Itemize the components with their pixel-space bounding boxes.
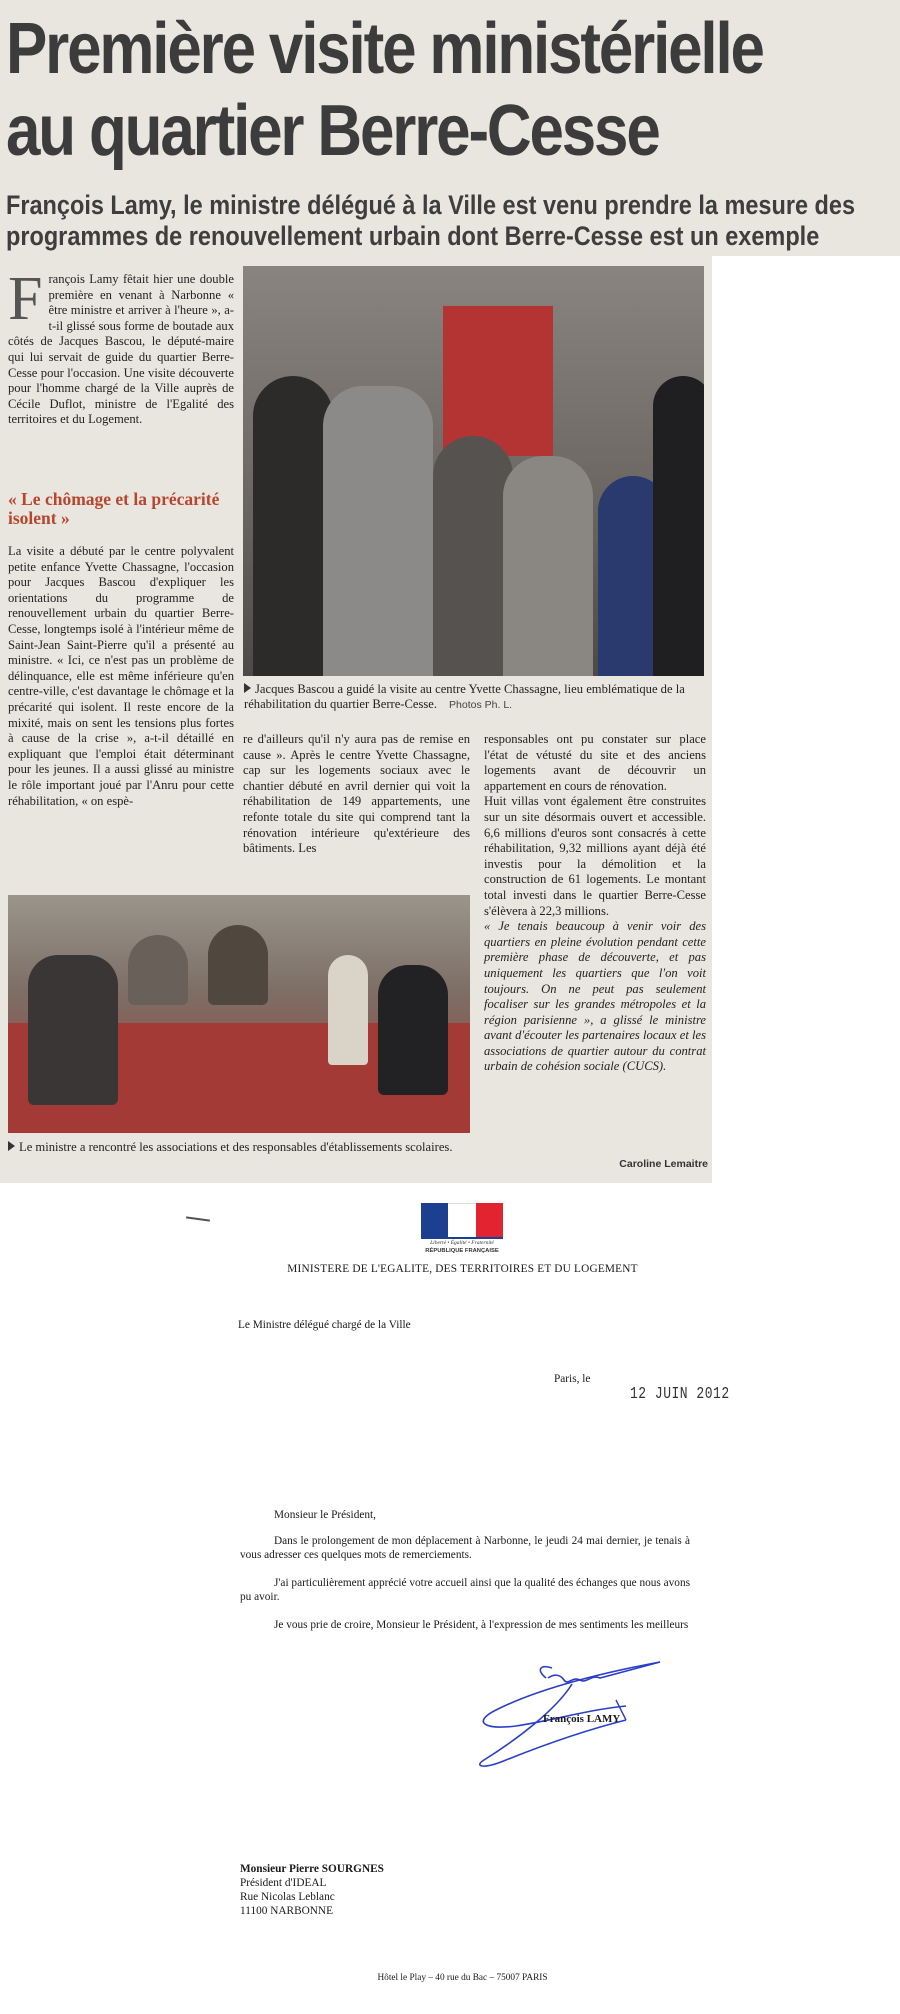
- letter-paragraph-2: [240, 1576, 690, 1604]
- letter-paragraph-1: [240, 1534, 690, 1562]
- letter-paragraph-3-text: Je vous prie de croire, Monsieur le Président, à l'expression de mes sentiments les meilleurs: [274, 1619, 689, 1631]
- recipient-title: Président d'IDEAL: [240, 1877, 327, 1889]
- flag-white: [448, 1203, 476, 1239]
- letter-footer: Hôtel le Play – 40 rue du Bac – 75007 PARIS: [377, 1973, 548, 1983]
- recipient-address: [240, 1862, 540, 1918]
- subhead-line-1: François Lamy, le ministre délégué à la Ville est venu prendre la mesure des: [6, 190, 856, 220]
- logo-motto: Liberté • Égalité • Fraternité: [430, 1240, 494, 1246]
- article-lead-column: [8, 265, 234, 428]
- logo-republic: RÉPUBLIQUE FRANÇAISE: [425, 1248, 499, 1254]
- recipient-name: Monsieur Pierre SOURGNES: [240, 1863, 384, 1875]
- letter-place: Paris, le: [554, 1373, 591, 1385]
- photo-caption-1: [244, 682, 706, 713]
- pen-mark: [186, 1216, 210, 1221]
- article-headline: [6, 8, 780, 172]
- ministry-name: MINISTERE DE L'EGALITE, DES TERRITOIRES ET DU LOGEMENT: [287, 1263, 638, 1275]
- column-3-text-1: responsables ont pu constater sur place l'état de vétusté du site et des anciens logements avant de découvrir un appartement en cours de rénovation.: [484, 732, 706, 793]
- letter-salutation: Monsieur le Président,: [274, 1509, 376, 1521]
- photo-credit: Photos Ph. L.: [449, 699, 513, 711]
- caption-1-text: Jacques Bascou a guidé la visite au centre Yvette Chassagne, lieu emblématique de la réhabilitation du quartier Berre-Cesse.: [244, 682, 685, 711]
- letter-paragraph-3: [240, 1618, 690, 1632]
- photo-figure: [653, 376, 704, 676]
- logo-rule: [421, 1237, 503, 1239]
- column-1-text: La visite a débuté par le centre polyvalent petite enfance Yvette Chassagne, l'occasion pour Jacques Bascou d'expliquer les orientations du programme de renouvellement urbain du quartier Berre-Cesse, longtemps isolé à l'intérieur même de Saint-Jean Saint-Pierre qu'il a présenté au ministre. « Ici, ce n'est pas un problème de délinquance, elle est même inférieure qu'en centre-ville, c'est davantage le chômage et la précarité qui isolent. Il reste encore de la mixité, mais on sent les tensions plus fortes à cause de la crise », a-t-il détaillé en expliquant que l'emploi était déterminant pour les jeunes. Il a aussi glissé au ministre le rôle important joué par l'Anru pour cette réhabilitation, « on espè-: [8, 544, 234, 808]
- date-stamp: 12 JUIN 2012: [630, 1384, 730, 1403]
- article-lead: rançois Lamy fêtait hier une double première en venant à Narbonne « être ministre et arriver à l'heure », a-t-il glissé sous forme de boutade aux côtés de Jacques Bascou, le député-maire qui lui servait de guide du quartier Berre-Cesse pour l'occasion. Une visite découverte pour l'homme chargé de la Ville auprès de Cécile Duflot, ministre de l'Egalité des territoires et du Logement.: [8, 272, 234, 427]
- photo-figure: [328, 955, 368, 1065]
- caption-triangle-icon: [8, 1141, 15, 1151]
- caption-triangle-icon: [244, 683, 251, 693]
- photo-figure: [503, 456, 593, 676]
- article-byline: Caroline Lemaitre: [619, 1158, 708, 1170]
- article-column-3: [484, 732, 706, 1075]
- photo-figure: [128, 935, 188, 1005]
- photo-meeting: [8, 895, 470, 1133]
- recipient-street: Rue Nicolas Leblanc: [240, 1891, 335, 1903]
- headline-line-2: au quartier Berre-Cesse: [6, 91, 659, 171]
- letter-paragraph-1-text: Dans le prolongement de mon déplacement à Narbonne, le jeudi 24 mai dernier, je tenais à vous adresser ces quelques mots de remerciements.: [240, 1535, 690, 1561]
- subhead-line-2: programmes de renouvellement urbain dont Berre-Cesse est un exemple: [6, 221, 820, 251]
- drop-cap: F: [8, 265, 43, 333]
- photo-figure: [323, 386, 433, 676]
- minister-title: Le Ministre délégué chargé de la Ville: [238, 1319, 411, 1331]
- photo-visit-group: [243, 266, 704, 676]
- article-subhead: [6, 190, 856, 252]
- photo-caption-2: [8, 1140, 470, 1155]
- section-heading: « Le chômage et la précarité isolent »: [8, 489, 220, 528]
- signer-name: François LAMY: [543, 1713, 621, 1725]
- article-column-2: [243, 732, 470, 857]
- photo-figure: [433, 436, 513, 676]
- flag-blue: [421, 1203, 448, 1237]
- photo-figure: [208, 925, 268, 1005]
- photo-figure: [253, 376, 333, 676]
- recipient-city: 11100 NARBONNE: [240, 1905, 333, 1917]
- photo-red-wall: [443, 306, 553, 456]
- article-column-1: [8, 544, 234, 809]
- letter-paragraph-2-text: J'ai particulièrement apprécié votre accueil ainsi que la qualité des échanges que nous avons pu avoir.: [240, 1577, 690, 1603]
- column-3-text-3: « Je tenais beaucoup à venir voir des quartiers en pleine évolution pendant cette première phase de découverte, et pas uniquement les quartiers que l'on voit toujours. On ne peut pas seulement focaliser sur les grandes métropoles et la région parisienne », a glissé le ministre avant d'écouter les partenaires locaux et les associations de quartier autour du contrat urbain de cohésion sociale (CUCS).: [484, 919, 706, 1074]
- photo-figure: [28, 955, 118, 1105]
- flag-red: [476, 1203, 503, 1237]
- photo-figure: [378, 965, 448, 1095]
- column-3-text-2: Huit villas vont également être construites sur un site désormais ouvert et accessible. 6,6 millions d'euros sont consacrés à cette réhabilitation, 9,32 millions ayant déjà été investis pour la démolition et la construction de 61 logements. Le montant total investi dans le quartier Berre-Cesse s'élèvera à 22,3 millions.: [484, 794, 706, 918]
- headline-line-1: Première visite ministérielle: [6, 9, 763, 89]
- marianne-logo: [421, 1203, 503, 1255]
- clipping-blank-area: [712, 256, 900, 1183]
- caption-2-text: Le ministre a rencontré les associations et des responsables d'établissements scolaires.: [19, 1140, 453, 1154]
- column-2-text: re d'ailleurs qu'il n'y aura pas de remise en cause ». Après le centre Yvette Chassagne, cap sur les logements sociaux avec le chantier débuté en avril dernier qui voit la réhabilitation de 149 appartements, une refonte totale du site qui comprend tant la rénovation intérieure qu'extérieure des bâtiments. Les: [243, 732, 470, 856]
